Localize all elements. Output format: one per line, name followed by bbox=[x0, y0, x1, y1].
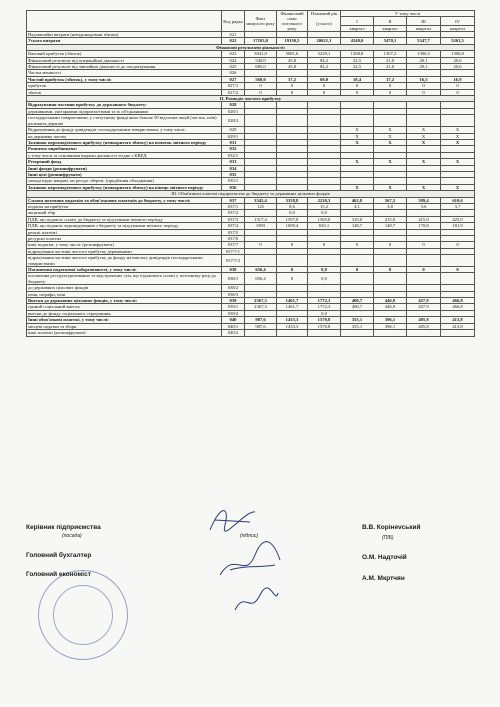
value-cell bbox=[374, 273, 407, 285]
value-cell: 0,0 bbox=[308, 267, 341, 273]
value-cell: X bbox=[341, 139, 374, 145]
row-code: 029 bbox=[222, 127, 245, 133]
row-label: місцеві податки та збори bbox=[27, 323, 222, 329]
value-cell: 20,6 bbox=[441, 57, 475, 63]
value-cell: 0 bbox=[341, 83, 374, 89]
header-q4: IV bbox=[441, 17, 475, 26]
value-cell: 2367,3 bbox=[245, 298, 277, 304]
company-stamp bbox=[38, 570, 128, 660]
row-label: Відрахування до фонду дивідендів: господарськими товариствами, у тому числі: bbox=[27, 127, 222, 133]
value-cell: 396,1 bbox=[374, 323, 407, 329]
value-cell: 84,2 bbox=[308, 64, 341, 70]
financial-plan-table bbox=[26, 10, 475, 337]
row-label: Чистий прибуток (збиток), у тому числі: bbox=[27, 76, 222, 82]
financial-plan-page bbox=[26, 10, 474, 337]
row-code: 037/4 bbox=[222, 223, 245, 229]
value-cell: 0 bbox=[308, 89, 341, 95]
value-cell: 0 bbox=[441, 267, 475, 273]
value-cell: 0 bbox=[407, 83, 441, 89]
row-label: відрахування частини чистого прибутку до фонду на виплату дивідендів господарськими товариствами bbox=[27, 255, 222, 267]
row-code: 033 bbox=[222, 159, 245, 165]
value-cell: 656,4 bbox=[245, 273, 277, 285]
value-cell: 0 bbox=[245, 83, 277, 89]
value-cell bbox=[374, 330, 407, 336]
value-cell bbox=[374, 255, 407, 267]
value-cell: 45,8 bbox=[277, 64, 308, 70]
value-cell: 2367,3 bbox=[245, 304, 277, 310]
value-cell: 610,6 bbox=[441, 197, 475, 203]
value-cell: 457,9 bbox=[407, 304, 441, 310]
value-cell: 0 bbox=[407, 89, 441, 95]
value-cell: 1317,4 bbox=[245, 216, 277, 222]
row-label: податок на прибуток bbox=[27, 203, 222, 209]
value-cell: X bbox=[407, 127, 441, 133]
value-cell: 0 bbox=[441, 242, 475, 248]
value-cell: 1597,8 bbox=[277, 216, 308, 222]
row-label: Залишок нерозподіленого прибутку (непокритого збитку) на кінець звітного періоду bbox=[27, 184, 222, 190]
value-cell: 0 bbox=[341, 242, 374, 248]
value-cell: 0 bbox=[308, 83, 341, 89]
row-label: інші платежі (розшифрувати) bbox=[27, 330, 222, 336]
row-code: 037 bbox=[222, 197, 245, 203]
value-cell: X bbox=[441, 133, 475, 139]
section-heading: III. Обов'язкові платежі підприємства до бюджету та державних цільових фондів bbox=[27, 191, 475, 197]
row-code: 036 bbox=[222, 184, 245, 190]
value-cell: 21,0 bbox=[374, 64, 407, 70]
value-cell: 987,6 bbox=[245, 317, 277, 323]
row-code: 031 bbox=[222, 139, 245, 145]
value-cell: 1772,3 bbox=[308, 304, 341, 310]
row-code: 021 bbox=[222, 32, 245, 38]
value-cell bbox=[245, 255, 277, 267]
value-cell bbox=[245, 115, 277, 127]
row-label: заходи щодо напрям. на ресурс збереж. (придбання обладнання) bbox=[27, 178, 222, 184]
row-label: Інші фонди (розшифрувати) bbox=[27, 165, 222, 171]
value-cell: 3,8 bbox=[374, 203, 407, 209]
value-cell: 567,5 bbox=[374, 197, 407, 203]
row-code: 035/1 bbox=[222, 178, 245, 184]
section-heading: II. Розподіл чистого прибутку bbox=[27, 96, 475, 102]
value-cell: 446,9 bbox=[374, 304, 407, 310]
value-cell: X bbox=[407, 159, 441, 165]
value-cell: 400,7 bbox=[341, 298, 374, 304]
value-cell: X bbox=[441, 184, 475, 190]
value-cell: 540,0 bbox=[245, 57, 277, 63]
value-cell bbox=[341, 330, 374, 336]
row-code: 027 bbox=[222, 76, 245, 82]
value-cell: 987,6 bbox=[245, 323, 277, 329]
value-cell: 17103,0 bbox=[245, 38, 277, 44]
row-label: господарськими товариствами, у статутному фонді яких більше 50 відсотків акцій (часток, паїв) належить державі bbox=[27, 115, 222, 127]
row-code: 028/2 bbox=[222, 115, 245, 127]
row-label: відрахування частини чистого прибутку державними bbox=[27, 248, 222, 254]
value-cell: 0 bbox=[277, 267, 308, 273]
row-code: 039/1 bbox=[222, 304, 245, 310]
value-cell bbox=[441, 115, 475, 127]
value-cell bbox=[441, 330, 475, 336]
economist-name: А.М. Мкртчян bbox=[362, 575, 405, 582]
row-label: пеня, штрафи, пені bbox=[27, 291, 222, 297]
header-fin-plan: Фінансовий план поточного року bbox=[277, 11, 308, 32]
value-cell: 181,9 bbox=[441, 223, 475, 229]
signature-scribble-accountant bbox=[215, 540, 285, 585]
row-code: 037/7/1 bbox=[222, 248, 245, 254]
row-code: 028/1 bbox=[222, 108, 245, 114]
value-cell: 16,5 bbox=[407, 76, 441, 82]
value-cell: 0 bbox=[277, 242, 308, 248]
row-label: ресурсні платежі bbox=[27, 236, 222, 242]
value-cell: 446,9 bbox=[374, 298, 407, 304]
signature-caption: (підпис) bbox=[240, 533, 258, 539]
table-row bbox=[27, 115, 475, 127]
value-cell: 5229,1 bbox=[308, 51, 341, 57]
header-plan-year: Плановий рік bbox=[308, 11, 341, 17]
row-label: Усього витрати bbox=[27, 38, 222, 44]
value-cell bbox=[374, 115, 407, 127]
header-q-sub: квартал bbox=[341, 26, 374, 32]
value-cell: 0 bbox=[341, 89, 374, 95]
value-cell: 415,0 bbox=[374, 216, 407, 222]
value-cell bbox=[308, 115, 341, 127]
value-cell: 37,2 bbox=[277, 76, 308, 82]
row-code: 034 bbox=[222, 165, 245, 171]
value-cell: 462,8 bbox=[341, 197, 374, 203]
value-cell: 1903 bbox=[245, 223, 277, 229]
value-cell: X bbox=[341, 127, 374, 133]
value-cell: X bbox=[374, 133, 407, 139]
value-cell: X bbox=[407, 184, 441, 190]
row-code: 029/1 bbox=[222, 133, 245, 139]
row-code: 040 bbox=[222, 317, 245, 323]
value-cell: 355,1 bbox=[341, 317, 374, 323]
value-cell bbox=[441, 273, 475, 285]
value-cell: 22,5 bbox=[341, 57, 374, 63]
table-row bbox=[27, 273, 475, 285]
row-label: ПДВ, що підлягає сплаті до бюджету за підсумками звітного періоду bbox=[27, 216, 222, 222]
value-cell: 355,1 bbox=[341, 323, 374, 329]
value-cell: 3,6 bbox=[407, 203, 441, 209]
value-cell: 17,2 bbox=[374, 76, 407, 82]
value-cell: 1461,7 bbox=[277, 298, 308, 304]
value-cell bbox=[308, 255, 341, 267]
row-code: 037/7/2 bbox=[222, 255, 245, 267]
value-cell: 1461,7 bbox=[277, 304, 308, 310]
row-code: 028 bbox=[222, 102, 245, 108]
value-cell: 0 bbox=[407, 267, 441, 273]
value-cell bbox=[407, 330, 441, 336]
header-fact: Факт минулого року bbox=[245, 11, 277, 32]
head-title: Керівник підприємства bbox=[26, 524, 101, 531]
value-cell: X bbox=[374, 159, 407, 165]
value-cell: 310,0 bbox=[341, 216, 374, 222]
value-cell bbox=[341, 115, 374, 127]
row-label: збиток bbox=[27, 89, 222, 95]
value-cell: 45,8 bbox=[277, 57, 308, 63]
value-cell: 3,7 bbox=[441, 203, 475, 209]
value-cell bbox=[277, 255, 308, 267]
value-cell: 466,8 bbox=[441, 298, 475, 304]
value-cell: 18,4 bbox=[341, 76, 374, 82]
signature-scribble-economist bbox=[230, 585, 280, 620]
row-label: Фінансовий результат від звичайної діяльності до оподаткування bbox=[27, 64, 222, 70]
row-label: погашення реструктуризованих та відстрочених сум, що підлягають сплаті у поточному році до бюджету: bbox=[27, 273, 222, 285]
row-code: 025 bbox=[222, 64, 245, 70]
value-cell: X bbox=[441, 159, 475, 165]
value-cell: 125 bbox=[245, 203, 277, 209]
value-cell: 1565,0 bbox=[308, 216, 341, 222]
value-cell: 425,0 bbox=[441, 216, 475, 222]
value-cell: 20,6 bbox=[441, 64, 475, 70]
row-label: Розвиток виробництва: bbox=[27, 146, 222, 152]
table-row bbox=[27, 255, 475, 267]
row-label: Фінансовий результат від операційної діяльності bbox=[27, 57, 222, 63]
value-cell: 405,8 bbox=[407, 323, 441, 329]
row-label: акцизний збір bbox=[27, 210, 222, 216]
row-label: єдиний соціальний внесок bbox=[27, 304, 222, 310]
header-quarters: У тому числі bbox=[341, 11, 475, 17]
value-cell: X bbox=[341, 184, 374, 190]
value-cell: 1433,3 bbox=[277, 323, 308, 329]
row-label: у тому числі за основними видами діяльності згідно з КВЕД bbox=[27, 152, 222, 158]
value-cell bbox=[277, 115, 308, 127]
row-code: 023 bbox=[222, 51, 245, 57]
value-cell: 413,8 bbox=[441, 317, 475, 323]
value-cell: X bbox=[441, 139, 475, 145]
value-cell bbox=[341, 273, 374, 285]
value-cell: 1307,2 bbox=[374, 51, 407, 57]
header-q-sub: квартал bbox=[374, 26, 407, 32]
value-cell: 0 bbox=[374, 83, 407, 89]
value-cell: 2230,3 bbox=[308, 197, 341, 203]
value-cell: 4,1 bbox=[341, 203, 374, 209]
row-label: Залишок нерозподіленого прибутку (непокритого збитку) на початок звітного періоду bbox=[27, 139, 222, 145]
head-position-caption: (посада) bbox=[62, 533, 82, 539]
header-code: Код рядка bbox=[222, 11, 245, 32]
value-cell: 0 bbox=[441, 83, 475, 89]
value-cell: 5263,3 bbox=[441, 38, 475, 44]
value-cell: 0 bbox=[277, 273, 308, 285]
head-name: В.В. Корінevський bbox=[362, 524, 421, 531]
value-cell: 0 bbox=[407, 242, 441, 248]
value-cell: 650,1 bbox=[308, 223, 341, 229]
economist-title: Головний економіст bbox=[26, 571, 91, 578]
value-cell: 15,2 bbox=[308, 203, 341, 209]
value-cell: X bbox=[374, 127, 407, 133]
value-cell bbox=[245, 330, 277, 336]
row-code: 037/5 bbox=[222, 229, 245, 235]
value-cell: 1433,3 bbox=[277, 317, 308, 323]
value-cell: 20,1 bbox=[407, 64, 441, 70]
row-code: 038/2 bbox=[222, 285, 245, 291]
row-label: інші податки, у тому числі: (розшифрувати) bbox=[27, 242, 222, 248]
row-label: на державну частку bbox=[27, 133, 222, 139]
row-label: ПДВ, що підлягає відшкодуванню з бюджету за підсумками звітного періоду bbox=[27, 223, 222, 229]
row-code: 040/2 bbox=[222, 330, 245, 336]
value-cell: 170,8 bbox=[407, 223, 441, 229]
value-cell: 656,4 bbox=[245, 267, 277, 273]
value-cell: X bbox=[407, 133, 441, 139]
value-cell: 1308,8 bbox=[341, 51, 374, 57]
value-cell: 457,9 bbox=[407, 298, 441, 304]
value-cell: 5081,6 bbox=[277, 51, 308, 57]
value-cell: 20,1 bbox=[407, 57, 441, 63]
value-cell: 1570,8 bbox=[308, 323, 341, 329]
header-q3: III bbox=[407, 17, 441, 26]
value-cell: X bbox=[441, 127, 475, 133]
value-cell bbox=[277, 330, 308, 336]
row-code: 027/1 bbox=[222, 83, 245, 89]
value-cell: 69,0 bbox=[308, 76, 341, 82]
value-cell: 0,0 bbox=[277, 210, 308, 216]
row-code: 024 bbox=[222, 57, 245, 63]
row-code: 037/6 bbox=[222, 236, 245, 242]
value-cell: 84,2 bbox=[308, 57, 341, 63]
value-cell: 685,0 bbox=[245, 64, 277, 70]
value-cell: X bbox=[341, 159, 374, 165]
value-cell: 5470,1 bbox=[374, 38, 407, 44]
value-cell bbox=[308, 330, 341, 336]
value-cell: 0 bbox=[245, 89, 277, 95]
row-label: Інші обов'язкові платежі, у тому числі: bbox=[27, 317, 222, 323]
header-label-cell bbox=[27, 11, 222, 32]
value-cell: 5347,7 bbox=[407, 38, 441, 44]
row-code: 040/1 bbox=[222, 323, 245, 329]
row-code: 022 bbox=[222, 38, 245, 44]
value-cell: 560,0 bbox=[245, 76, 277, 82]
row-code: 037/7 bbox=[222, 242, 245, 248]
section-heading: Фінансові результати діяльності: bbox=[27, 44, 475, 50]
value-cell: 3345,4 bbox=[245, 197, 277, 203]
accountant-title: Головний бухгалтер bbox=[26, 552, 92, 559]
row-label: Надзвичайні витрати (невідшкодовані збитки) bbox=[27, 32, 222, 38]
value-cell: 21,0 bbox=[374, 57, 407, 63]
value-cell: 0 bbox=[277, 89, 308, 95]
value-cell: 16,9 bbox=[441, 76, 475, 82]
row-code: 038/1 bbox=[222, 273, 245, 285]
header-q2: II bbox=[374, 17, 407, 26]
value-cell: X bbox=[374, 139, 407, 145]
value-cell bbox=[407, 115, 441, 127]
header-plan-total: (усього) bbox=[308, 17, 341, 32]
row-code: 027/2 bbox=[222, 89, 245, 95]
value-cell: 0 bbox=[308, 242, 341, 248]
row-label: Резервний фонд bbox=[27, 159, 222, 165]
row-code: 037/2 bbox=[222, 210, 245, 216]
value-cell: 0,0 bbox=[308, 310, 341, 316]
value-cell: 405,8 bbox=[407, 317, 441, 323]
value-cell: 3358,8 bbox=[277, 197, 308, 203]
value-cell bbox=[407, 273, 441, 285]
value-cell: 415,0 bbox=[407, 216, 441, 222]
row-label: Інші цілі (розшифрувати) bbox=[27, 171, 222, 177]
value-cell: 396,1 bbox=[374, 317, 407, 323]
row-code: 032/1 bbox=[222, 152, 245, 158]
value-cell: 466,8 bbox=[441, 304, 475, 310]
row-code: 037/1 bbox=[222, 203, 245, 209]
value-cell: 400,7 bbox=[341, 304, 374, 310]
value-cell: 1570,8 bbox=[308, 317, 341, 323]
row-label: внески до фонду соціального страхування bbox=[27, 310, 222, 316]
row-label: Погашення податкової заборгованості, у тому числі: bbox=[27, 267, 222, 273]
row-code: 039/2 bbox=[222, 310, 245, 316]
row-label: Валовий прибуток (збиток) bbox=[27, 51, 222, 57]
row-code: 032 bbox=[222, 146, 245, 152]
row-label: Відрахування частини прибутку до державного бюджету: bbox=[27, 102, 222, 108]
value-cell: 1699,4 bbox=[277, 223, 308, 229]
table-header bbox=[27, 11, 475, 32]
row-code: 039 bbox=[222, 298, 245, 304]
table-body bbox=[27, 32, 475, 337]
row-code: 038/3 bbox=[222, 291, 245, 297]
value-cell: 0 bbox=[341, 267, 374, 273]
value-cell: 589,4 bbox=[407, 197, 441, 203]
value-cell: 0 bbox=[245, 242, 277, 248]
header-q-sub: квартал bbox=[407, 26, 441, 32]
table-row bbox=[27, 330, 475, 336]
row-label: рентні платежі bbox=[27, 229, 222, 235]
value-cell: 4540,0 bbox=[341, 38, 374, 44]
header-q1: I bbox=[341, 17, 374, 26]
value-cell: 148,7 bbox=[374, 223, 407, 229]
value-cell: 0 bbox=[374, 242, 407, 248]
value-cell: 8,6 bbox=[277, 203, 308, 209]
header-q-sub: квартал bbox=[441, 26, 475, 32]
value-cell: X bbox=[407, 139, 441, 145]
row-label: Внески до державних цільових фондів, у тому числі: bbox=[27, 298, 222, 304]
value-cell: X bbox=[374, 184, 407, 190]
value-cell: 0,0 bbox=[308, 210, 341, 216]
row-code: 038 bbox=[222, 267, 245, 273]
value-cell: 20621,1 bbox=[308, 38, 341, 44]
value-cell bbox=[341, 255, 374, 267]
value-cell: 0 bbox=[277, 83, 308, 89]
row-code: 026 bbox=[222, 70, 245, 76]
row-label: Частка меншості bbox=[27, 70, 222, 76]
value-cell: 0,0 bbox=[308, 273, 341, 285]
value-cell bbox=[407, 255, 441, 267]
name-caption: (ПІБ) bbox=[382, 535, 394, 541]
value-cell: 5041,0 bbox=[245, 51, 277, 57]
value-cell: 0 bbox=[374, 89, 407, 95]
value-cell: 413,8 bbox=[441, 323, 475, 329]
value-cell: 22,5 bbox=[341, 64, 374, 70]
value-cell: 1306,3 bbox=[407, 51, 441, 57]
value-cell: 1306,8 bbox=[441, 51, 475, 57]
value-cell: 148,7 bbox=[341, 223, 374, 229]
row-label: державними, унітарними підприємствами та їх об'єднаннями bbox=[27, 108, 222, 114]
value-cell: X bbox=[341, 133, 374, 139]
row-label: Сплата поточних податків та обов'язкових платежів до бюджету, у тому числі: bbox=[27, 197, 222, 203]
row-label: до державних цільових фондів bbox=[27, 285, 222, 291]
row-code: 037/3 bbox=[222, 216, 245, 222]
row-label: прибуток bbox=[27, 83, 222, 89]
value-cell: 0 bbox=[441, 89, 475, 95]
value-cell: 1772,3 bbox=[308, 298, 341, 304]
value-cell: 19130,5 bbox=[277, 38, 308, 44]
value-cell bbox=[441, 255, 475, 267]
row-code: 035 bbox=[222, 171, 245, 177]
value-cell: 0 bbox=[374, 267, 407, 273]
accountant-name: О.М. Надточій bbox=[362, 554, 407, 561]
